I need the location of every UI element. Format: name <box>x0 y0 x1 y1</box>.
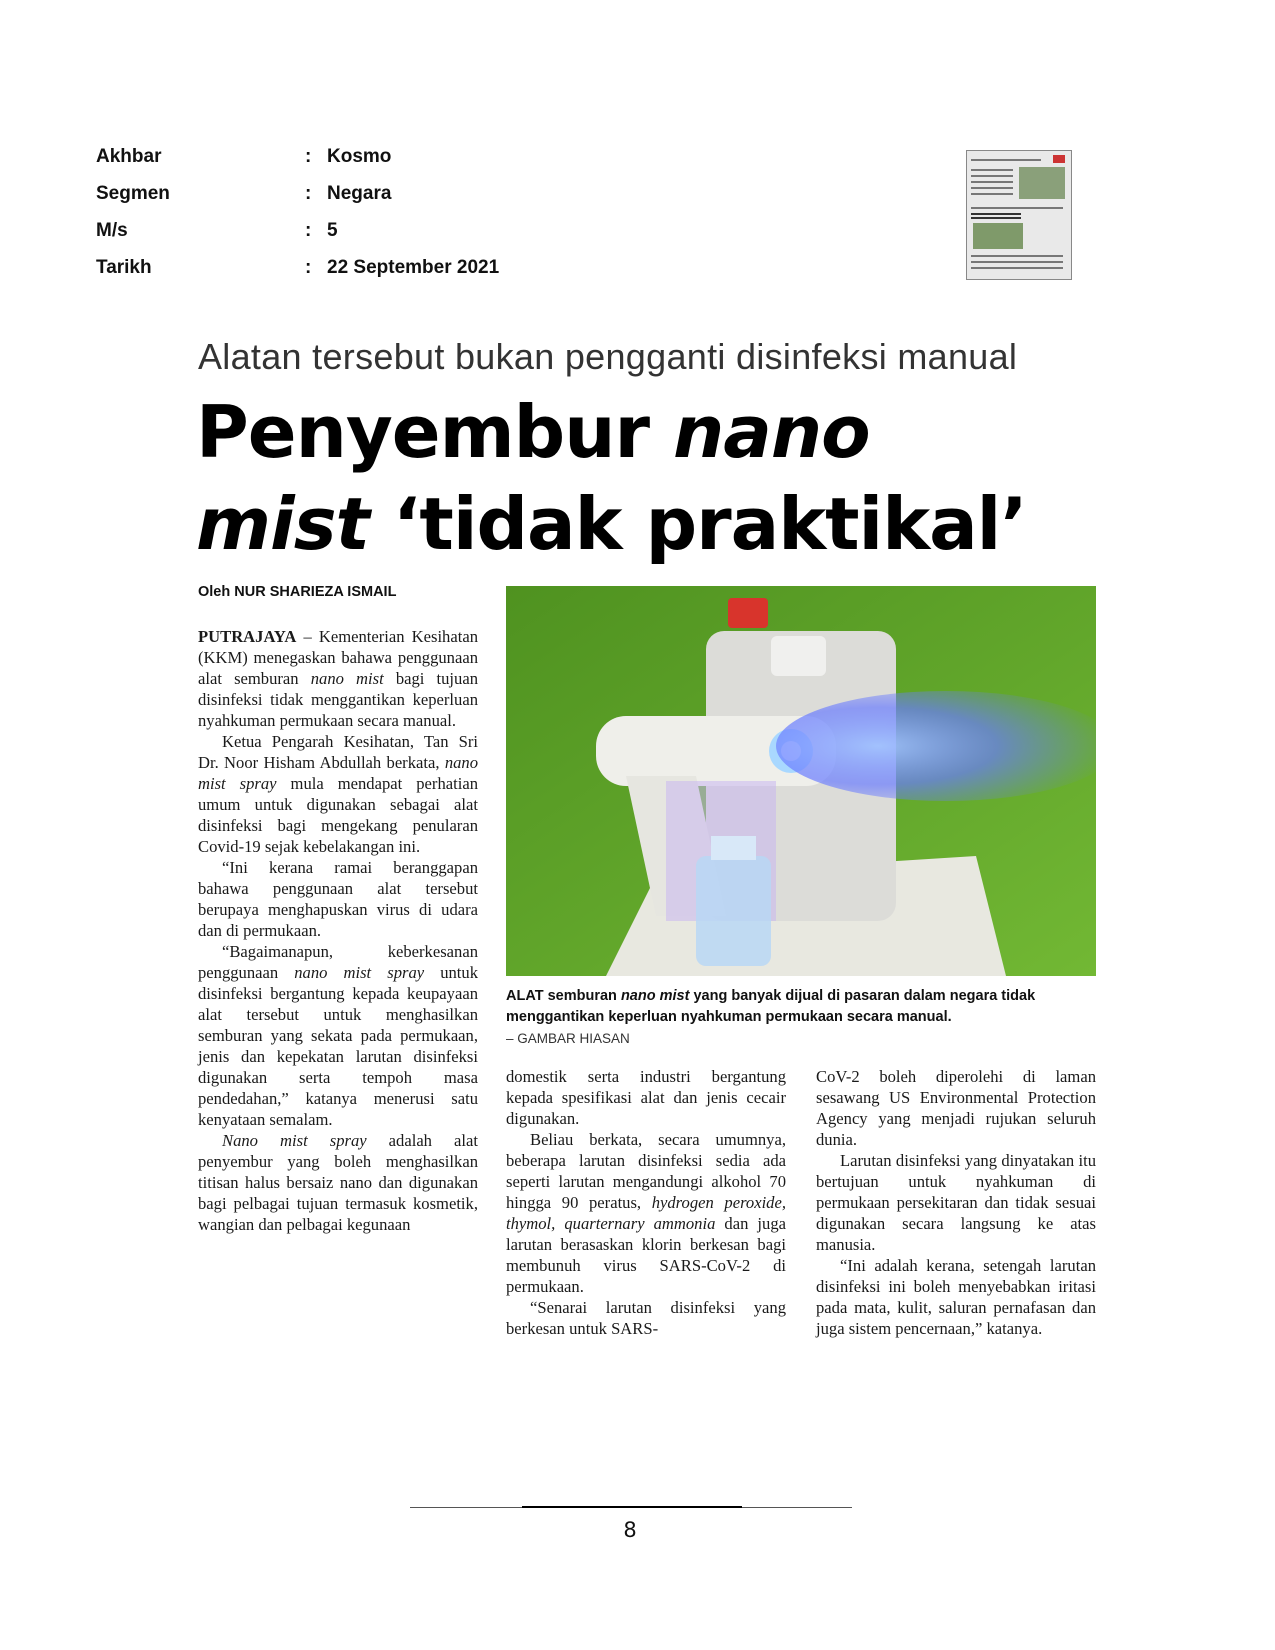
metadata-row-akhbar <box>96 138 499 175</box>
paragraph-text: Ketua Pengarah Kesihatan, Tan Sri Dr. Noor Hisham Abdullah berkata, <box>198 732 478 772</box>
article-paragraph <box>198 731 478 857</box>
photo-credit: – GAMBAR HIASAN <box>506 1031 630 1046</box>
metadata-value: 5 <box>327 219 338 241</box>
paragraph-text: untuk disinfeksi bergantung kepada keupayaan alat tersebut untuk menghasilkan semburan yang sekata pada permukaan, jenis dan kepekatan larutan disinfeksi digunakan serta tempoh masa pendedahan,” katanya menerusi satu kenyataan semalam. <box>198 963 478 1129</box>
page-thumbnail <box>966 150 1072 280</box>
paragraph-text: mula mendapat perhatian umum untuk digunakan sebagai alat disinfeksi bagi mengekang penularan Covid-19 sejak kebelakangan ini. <box>198 774 478 856</box>
thumbnail-text-line <box>971 217 1021 219</box>
metadata-colon: : <box>305 219 312 241</box>
article-column-2 <box>506 1066 786 1339</box>
paragraph-text: – Kementerian Kesihatan (KKM) menegaskan bahawa penggunaan alat semburan <box>198 627 478 688</box>
thumbnail-text-line <box>971 193 1013 195</box>
metadata-label: Akhbar <box>96 145 162 167</box>
caption-text: ALAT semburan <box>506 988 621 1004</box>
paragraph-text: Beliau berkata, secara umumnya, beberapa larutan disinfeksi sedia ada seperti larutan mengandungi alkohol 70 hingga 90 peratus, <box>506 1130 786 1212</box>
article-column-1 <box>198 626 478 1235</box>
thumbnail-text-line <box>971 159 1041 161</box>
metadata-row-tarikh <box>96 249 499 286</box>
article-photo <box>506 586 1096 976</box>
metadata-label: M/s <box>96 219 128 241</box>
metadata-row-segmen <box>96 175 499 212</box>
article-paragraph <box>198 941 478 1130</box>
metadata-value: 22 September 2021 <box>327 256 500 278</box>
paragraph-italic: hydrogen peroxide, thymol, quarternary ammonia <box>506 1193 786 1233</box>
article-paragraph: “Ini adalah kerana, setengah larutan disinfeksi ini boleh menyebabkan iritasi pada mata, kulit, saluran pernafasan dan juga sistem pencernaan,” katanya. <box>816 1256 1096 1338</box>
paragraph-text: bagi tujuan disinfeksi tidak menggantikan keperluan nyahkuman permukaan secara manual. <box>198 669 479 730</box>
caption-italic: nano mist <box>620 988 690 1004</box>
metadata-label: Tarikh <box>96 256 152 278</box>
paragraph-italic: Nano mist spray <box>222 1131 367 1150</box>
thumbnail-text-line <box>971 267 1063 269</box>
paragraph-italic: nano mist spray <box>294 963 425 982</box>
dateline: PUTRAJAYA <box>198 627 297 646</box>
article-headline <box>196 386 1027 570</box>
metadata-table <box>96 138 499 286</box>
thumbnail-text-line <box>971 175 1013 177</box>
paragraph-italic: nano mist <box>310 669 384 688</box>
article-paragraph: “Senarai larutan disinfeksi yang berkesan untuk SARS- <box>506 1298 786 1338</box>
photo-illustration <box>506 586 1096 976</box>
article-paragraph <box>198 626 478 731</box>
thumbnail-text-line <box>971 187 1013 189</box>
headline-part: Penyembur <box>196 390 674 474</box>
article-paragraph <box>506 1129 786 1297</box>
paragraph-text: dan juga larutan berasaskan klorin berkesan bagi membunuh virus SARS-CoV-2 di permukaan. <box>506 1214 786 1296</box>
article-paragraph <box>198 1130 478 1235</box>
paragraph-text: “Bagaimanapun, keberkesanan penggunaan <box>198 942 478 982</box>
photo-caption <box>506 986 1096 1049</box>
thumbnail-photo <box>1019 167 1065 199</box>
article-column-3 <box>816 1066 1096 1339</box>
metadata-value: Negara <box>327 182 392 204</box>
page-number: 8 <box>623 1518 637 1542</box>
metadata-colon: : <box>305 145 312 167</box>
thumbnail-logo <box>1053 155 1065 163</box>
caption-text: yang banyak dijual di pasaran dalam negara tidak menggantikan keperluan nyahkuman permukaan secara manual. <box>506 988 1036 1025</box>
thumbnail-text-line <box>971 181 1013 183</box>
paragraph-italic: nano mist spray <box>198 753 478 793</box>
metadata-row-ms <box>96 212 499 249</box>
headline-italic: mist <box>196 482 369 566</box>
paragraph-text: adalah alat penyembur yang boleh menghasilkan titisan halus bersaiz nano dan digunakan bagi pelbagai tujuan termasuk kosmetik, wangian dan pelbagai kegunaan <box>198 1131 478 1234</box>
article-paragraph: Larutan disinfeksi yang dinyatakan itu bertujuan untuk nyahkuman di permukaan persekitaran dan tidak sesuai digunakan secara langsung ke atas manusia. <box>816 1151 1096 1254</box>
footer-divider-accent <box>522 1506 742 1508</box>
article-kicker: Alatan tersebut bukan pengganti disinfeksi manual <box>198 336 1018 377</box>
metadata-colon: : <box>305 182 312 204</box>
headline-part: ‘tidak praktikal’ <box>368 482 1027 566</box>
metadata-colon: : <box>305 256 312 278</box>
thumbnail-text-line <box>971 255 1063 257</box>
thumbnail-text-line <box>971 169 1013 171</box>
thumbnail-text-line <box>971 213 1021 215</box>
headline-italic: nano <box>673 390 870 474</box>
metadata-label: Segmen <box>96 182 170 204</box>
thumbnail-photo <box>973 223 1023 249</box>
metadata-value: Kosmo <box>327 145 392 167</box>
article-paragraph: domestik serta industri bergantung kepada spesifikasi alat dan jenis cecair digunakan. <box>506 1067 786 1128</box>
thumbnail-text-line <box>971 261 1063 263</box>
thumbnail-text-line <box>971 207 1063 209</box>
article-byline: Oleh NUR SHARIEZA ISMAIL <box>198 584 397 600</box>
article-paragraph: CoV-2 boleh diperolehi di laman sesawang US Environmental Protection Agency yang menjadi rujukan seluruh dunia. <box>816 1067 1096 1149</box>
article-paragraph: “Ini kerana ramai beranggapan bahawa penggunaan alat tersebut berupaya menghapuskan virus di udara dan di permukaan. <box>198 858 478 940</box>
